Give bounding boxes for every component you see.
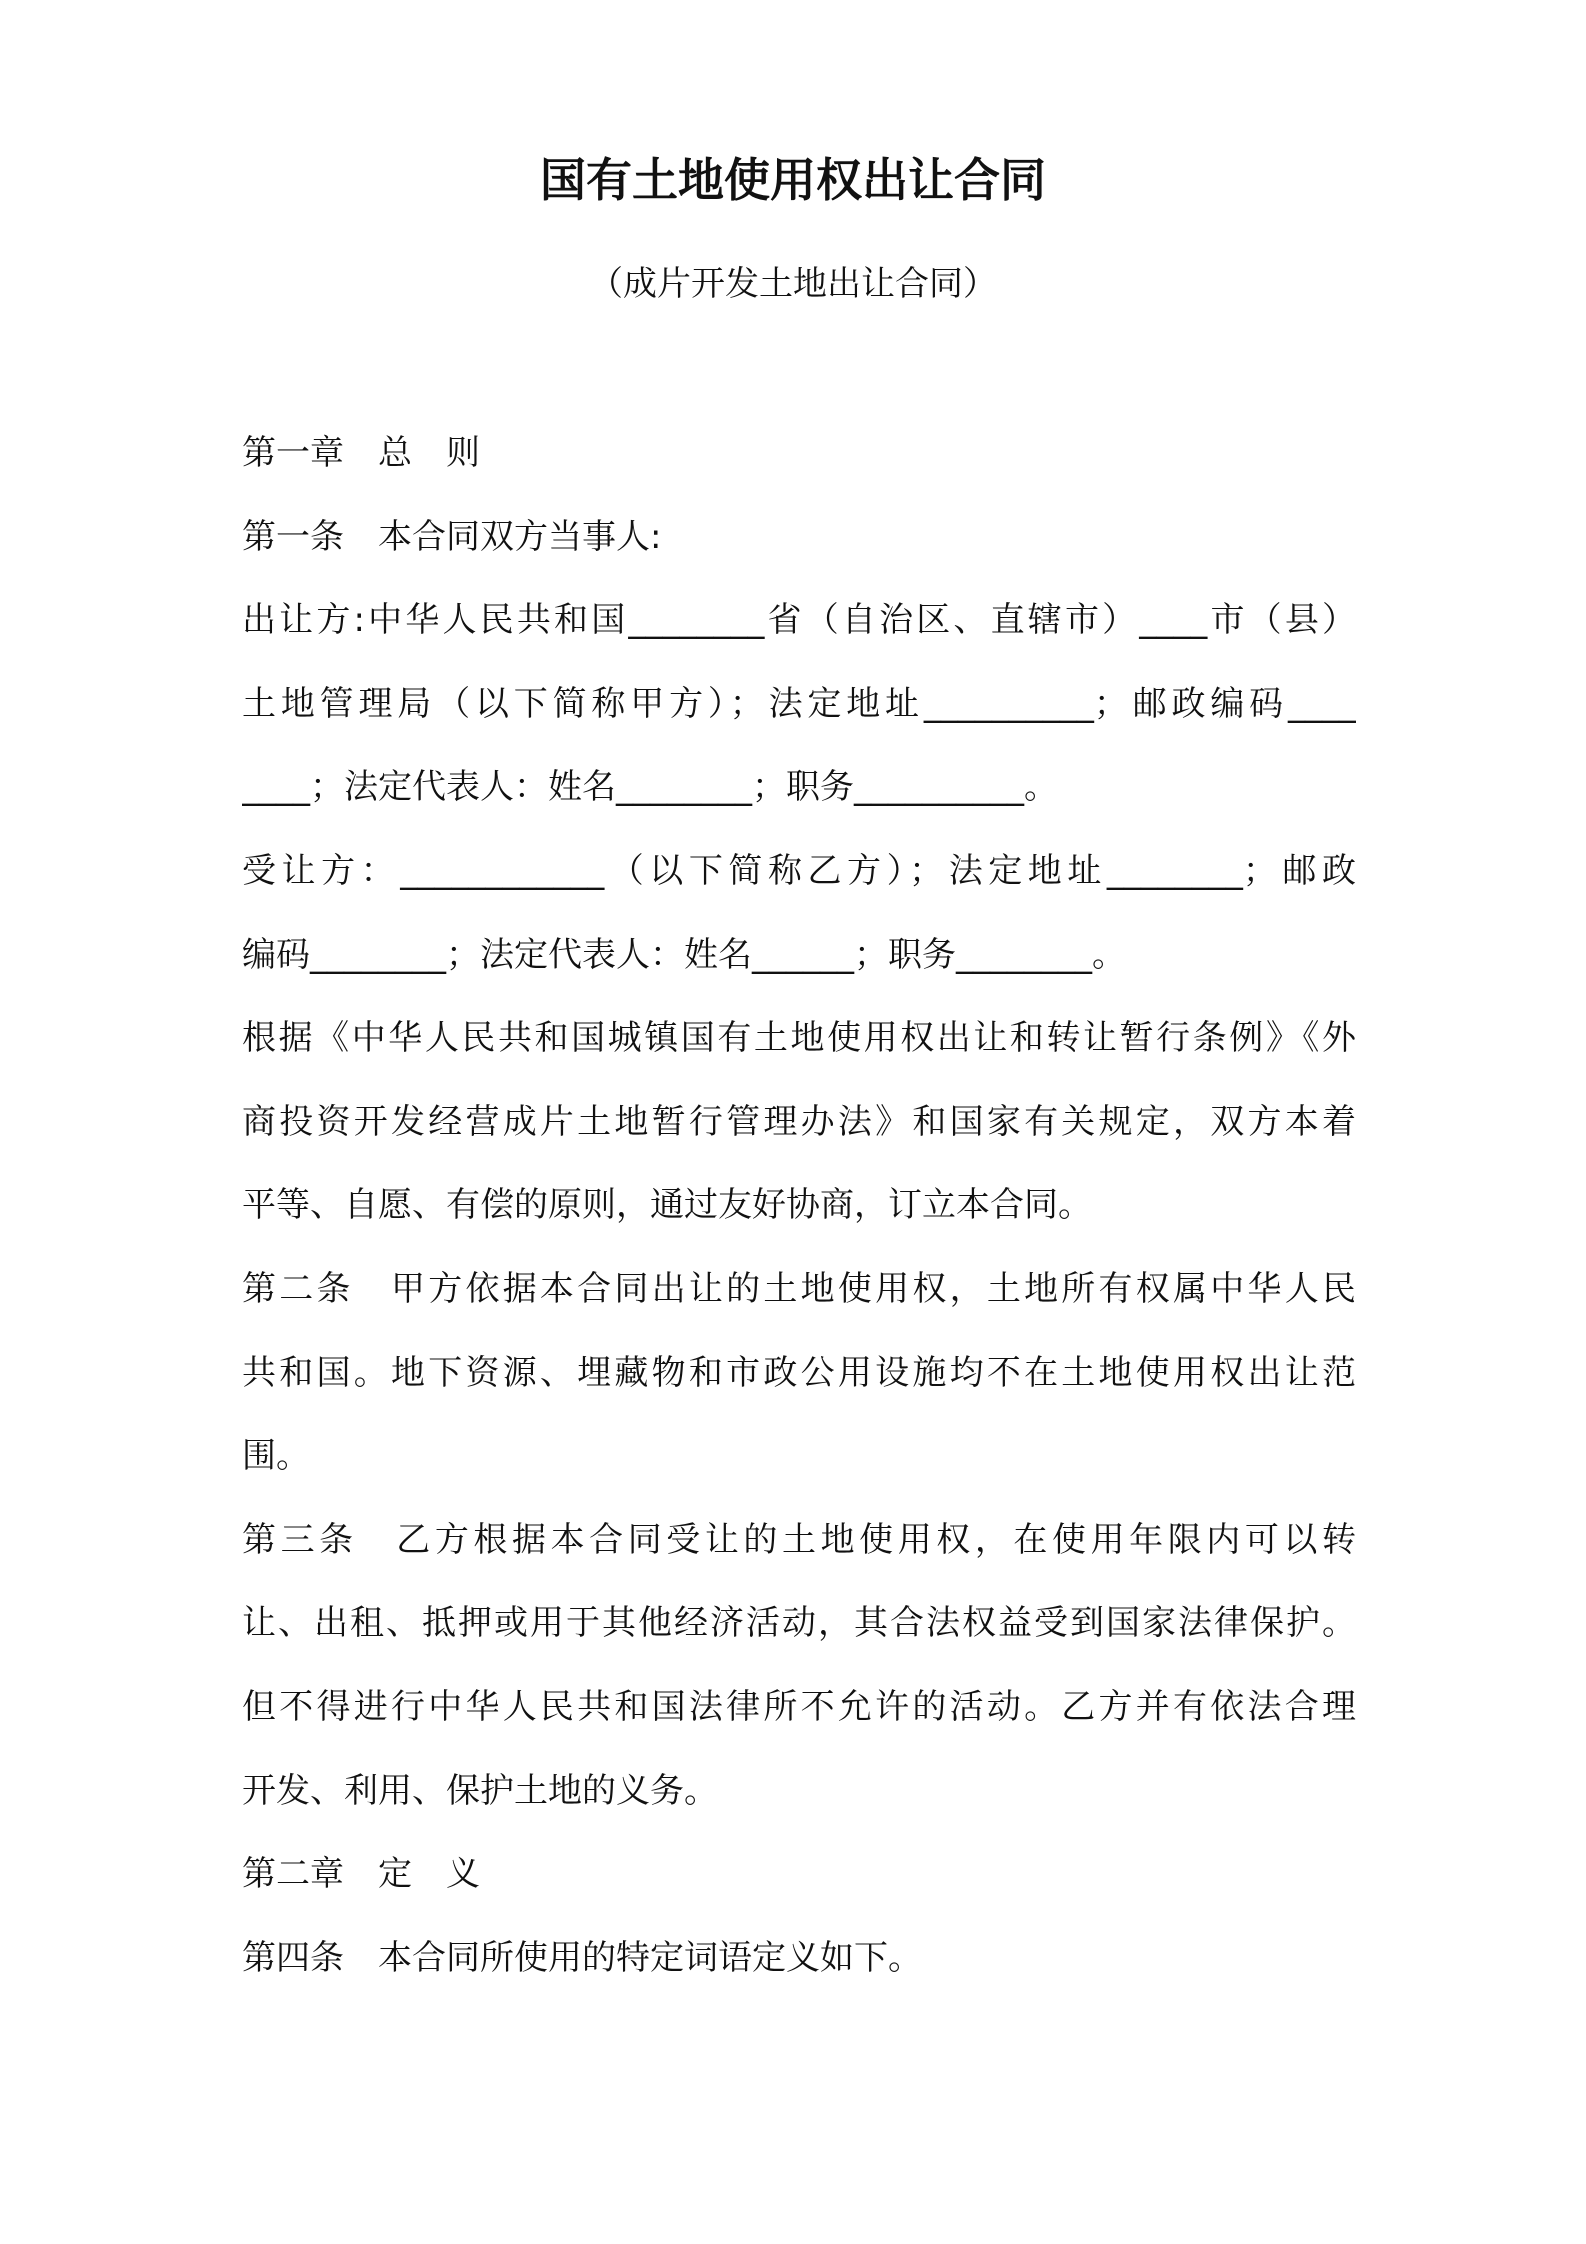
article-4-line: 第四条 本合同所使用的特定词语定义如下。	[242, 1937, 922, 1978]
transferee-line: 受让方：____________（以下简称乙方）；法定地址________；邮政	[242, 850, 1356, 891]
transferor-line: 出让方:中华人民共和国________省（自治区、直辖市）____市（县）	[242, 600, 1356, 641]
article-3-line: 开发、利用、保护土地的义务。	[242, 1770, 718, 1811]
transferor-line: ____；法定代表人：姓名________；职务__________。	[242, 767, 1058, 808]
article-1-heading: 第一条 本合同双方当事人:	[242, 516, 662, 557]
legal-basis-line: 平等、自愿、有偿的原则，通过友好协商，订立本合同。	[242, 1185, 1092, 1226]
legal-basis-line: 商投资开发经营成片土地暂行管理办法》和国家有关规定，双方本着	[242, 1101, 1356, 1142]
article-3-line: 让、出租、抵押或用于其他经济活动，其合法权益受到国家法律保护。	[242, 1603, 1356, 1644]
contract-body	[242, 412, 1356, 2000]
article-3-line: 第三条 乙方根据本合同受让的土地使用权，在使用年限内可以转	[242, 1519, 1356, 1560]
legal-basis-line: 根据《中华人民共和国城镇国有土地使用权出让和转让暂行条例》《外	[242, 1018, 1356, 1059]
document-subtitle: （成片开发土地出让合同）	[589, 264, 997, 304]
article-2-line: 共和国。地下资源、埋藏物和市政公用设施均不在土地使用权出让范	[242, 1352, 1356, 1393]
article-3-line: 但不得进行中华人民共和国法律所不允许的活动。乙方并有依法合理	[242, 1686, 1356, 1727]
transferor-line: 土地管理局（以下简称甲方）；法定地址__________；邮政编码____	[242, 683, 1356, 724]
chapter-1-heading: 第一章 总 则	[242, 433, 480, 473]
transferee-line: 编码________；法定代表人：姓名______；职务________。	[242, 934, 1126, 975]
article-2-line: 围。	[242, 1436, 310, 1477]
document-title: 国有土地使用权出让合同	[540, 153, 1046, 207]
chapter-2-heading: 第二章 定 义	[242, 1854, 480, 1895]
article-2-line: 第二条 甲方依据本合同出让的土地使用权，土地所有权属中华人民	[242, 1268, 1356, 1309]
